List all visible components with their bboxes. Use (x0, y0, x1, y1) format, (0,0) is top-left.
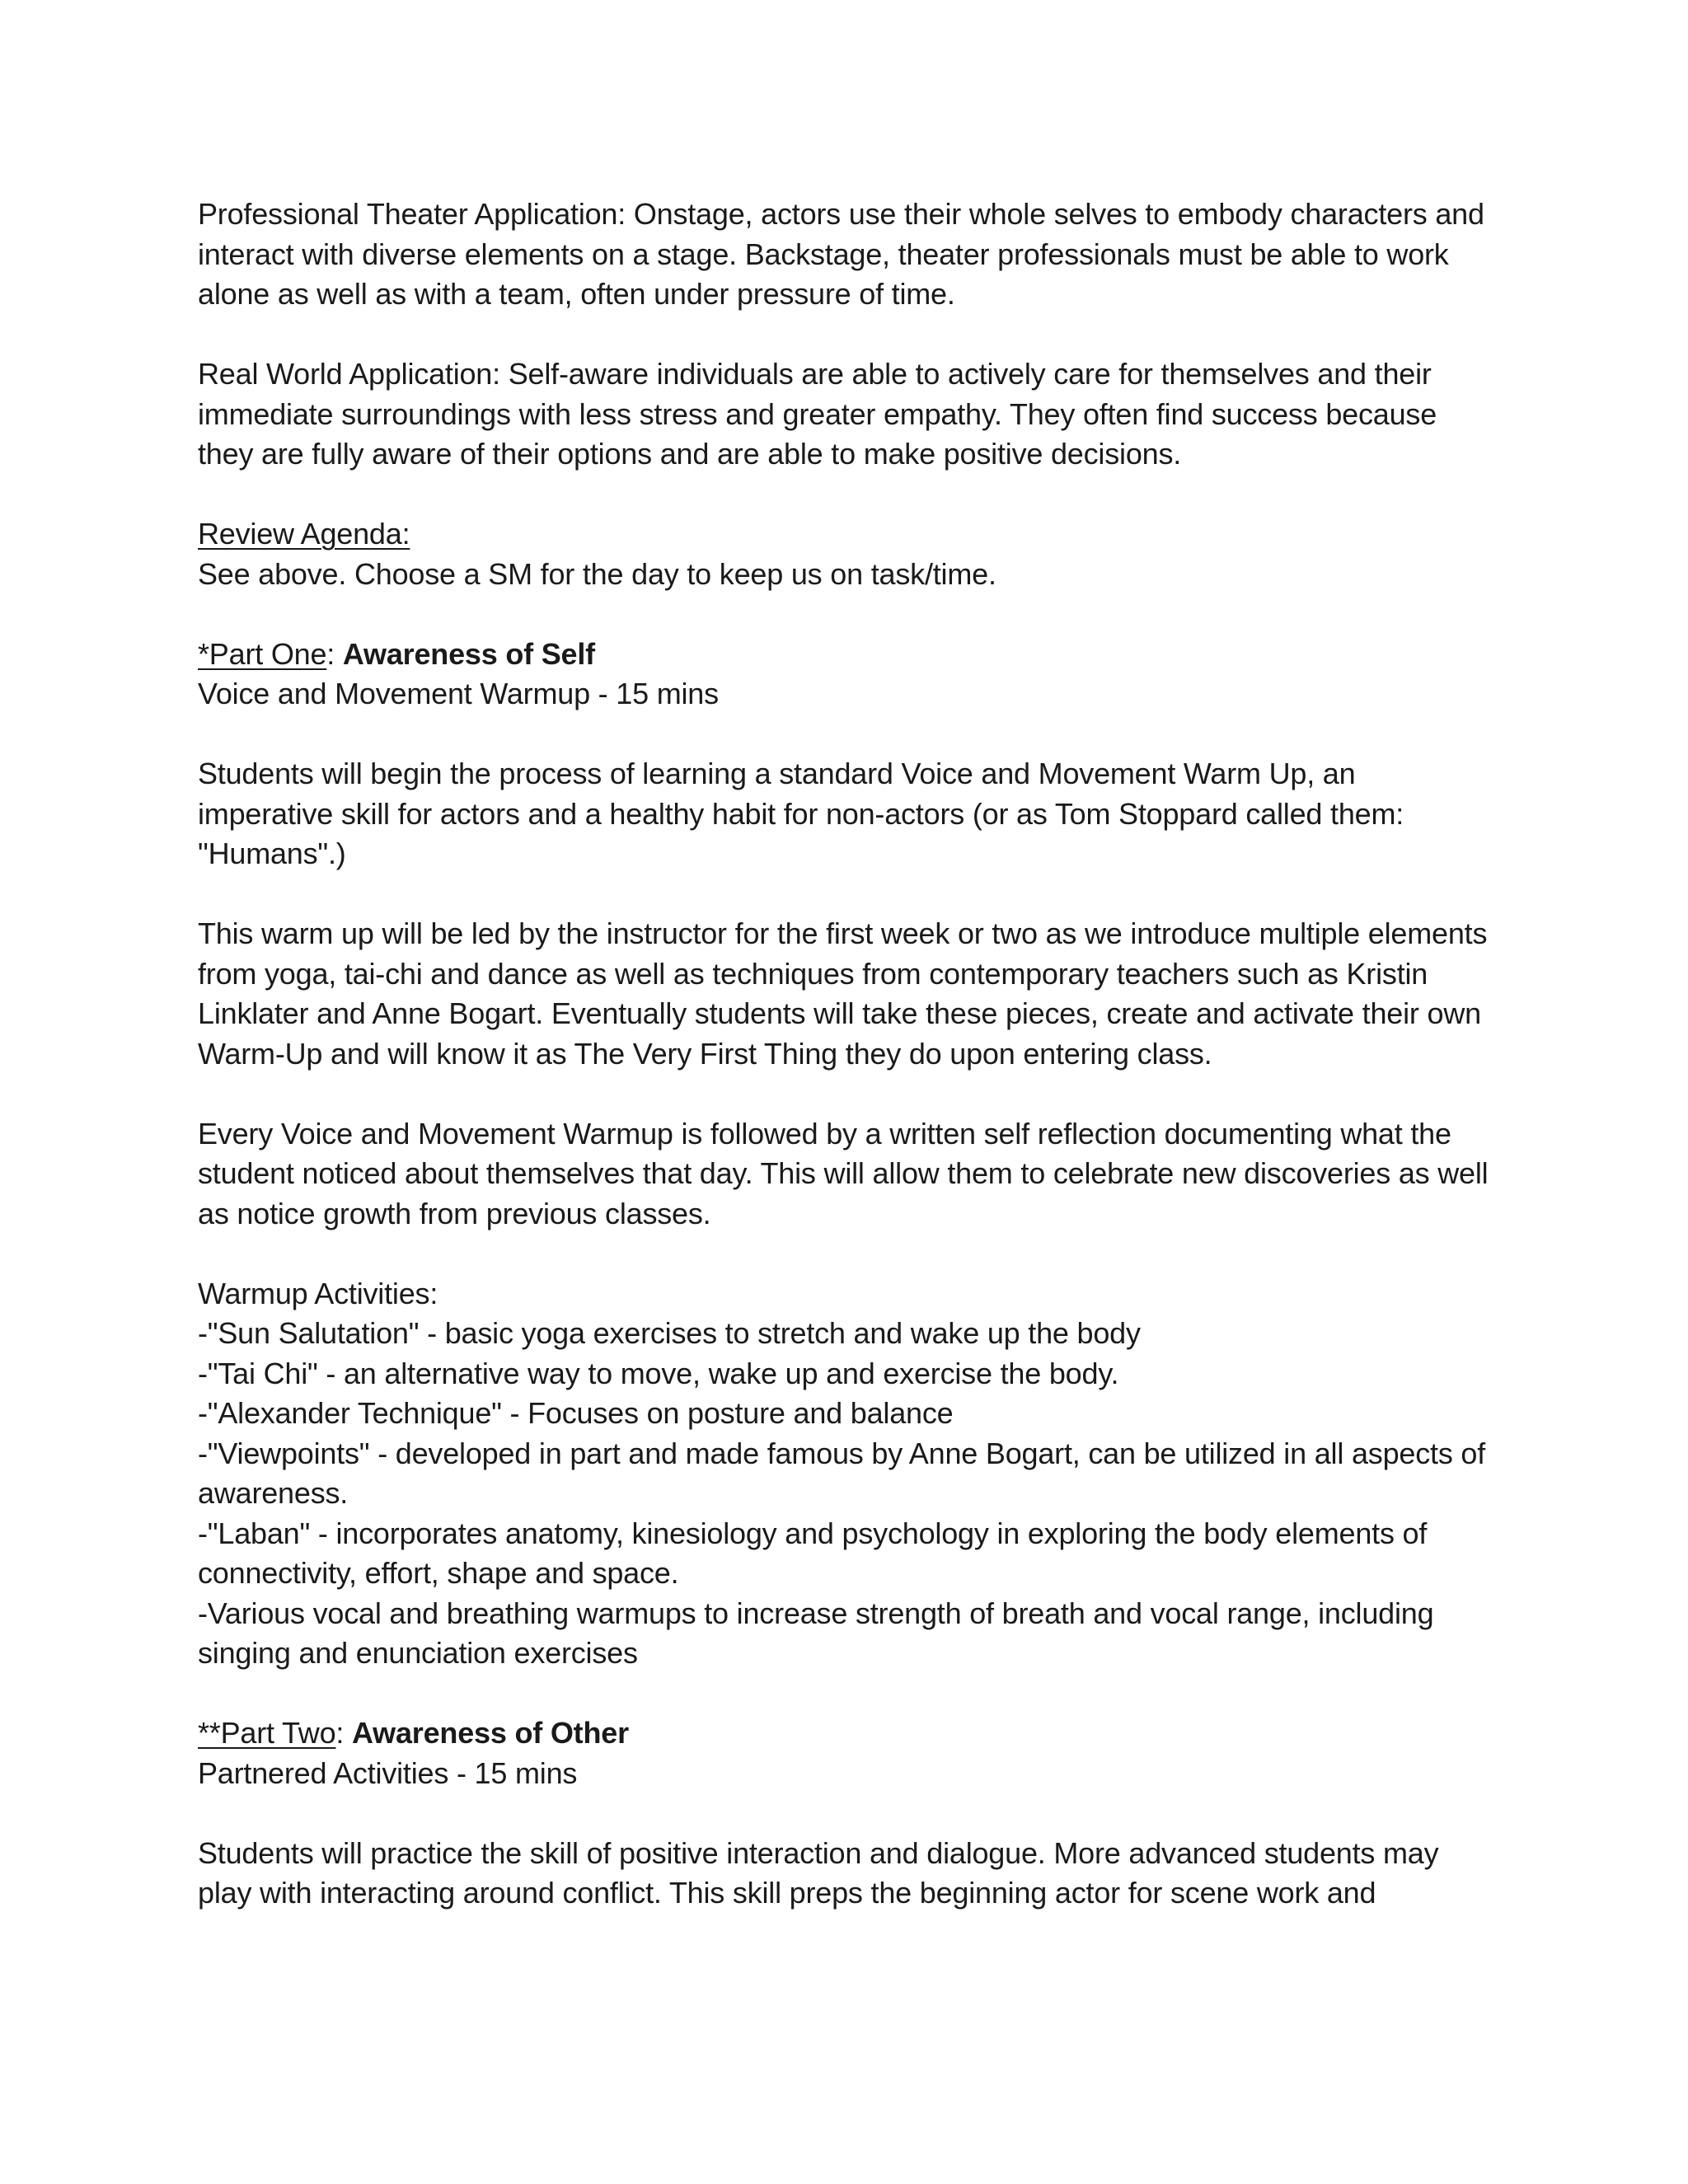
part-one-paragraph-3: Every Voice and Movement Warmup is followed by a written self reflection documenting what the student noticed about themselves that day. This will allow them to celebrate new discoveries as well as notice growth from previous classes. (198, 1116, 1489, 1230)
part-one-heading (198, 635, 1496, 675)
activity-item: -"Tai Chi" - an alternative way to move, wake up and exercise the body. (198, 1356, 1119, 1390)
professional-application-paragraph: Professional Theater Application: Onstage, actors use their whole selves to embody characters and interact with diverse elements on a stage. Backstage, theater professionals must be able to work alone as well as with a team, often under pressure of time. (198, 197, 1484, 311)
part-two-title: Awareness of Other (352, 1716, 629, 1750)
spacer (198, 715, 1496, 755)
part-one-subtitle: Voice and Movement Warmup - 15 mins (198, 677, 719, 710)
review-agenda-heading: Review Agenda: (198, 517, 410, 551)
activity-item: -Various vocal and breathing warmups to increase strength of breath and vocal range, including singing and enunciation exercises (198, 1596, 1434, 1670)
activity-item: -"Laban" - incorporates anatomy, kinesiology and psychology in exploring the body elements of connectivity, effort, shape and space. (198, 1516, 1428, 1590)
spacer (198, 594, 1496, 635)
document-body (198, 194, 1496, 1914)
activity-item: -"Sun Salutation" - basic yoga exercises to stretch and wake up the body (198, 1316, 1141, 1350)
spacer (198, 874, 1496, 915)
part-two-separator: : (335, 1716, 353, 1750)
spacer (198, 1793, 1496, 1834)
part-two-label: **Part Two (198, 1716, 336, 1750)
activity-item: -"Viewpoints" - developed in part and made famous by Anne Bogart, can be utilized in all aspects of awareness. (198, 1436, 1486, 1510)
part-one-label: *Part One (198, 636, 327, 671)
spacer (198, 315, 1496, 355)
activity-item: -"Alexander Technique" - Focuses on posture and balance (198, 1396, 954, 1430)
warmup-activities-heading: Warmup Activities: (198, 1276, 438, 1310)
part-one-paragraph-1: Students will begin the process of learning a standard Voice and Movement Warm Up, an imperative skill for actors and a healthy habit for non-actors (or as Tom Stoppard called them: "Humans".) (198, 757, 1404, 870)
spacer (198, 475, 1496, 515)
review-agenda-text: See above. Choose a SM for the day to keep us on task/time. (198, 556, 996, 591)
spacer (198, 1074, 1496, 1114)
part-two-subtitle: Partnered Activities - 15 mins (198, 1755, 578, 1790)
part-one-paragraph-2: This warm up will be led by the instructor for the first week or two as we introduce multiple elements from yoga, tai-chi and dance as well as techniques from contemporary teachers such as Kristin Linklater and Anne Bogart. Eventually students will take these pieces, create and activate their own Warm-Up and will know it as The Very First Thing they do upon entering class. (198, 916, 1488, 1071)
part-one-separator: : (326, 636, 343, 671)
part-two-paragraph-1: Students will practice the skill of positive interaction and dialogue. More advanced students may play with interacting around conflict. This skill preps the beginning actor for scene work and (198, 1835, 1439, 1910)
part-one-title: Awareness of Self (342, 636, 595, 671)
part-two-heading (198, 1713, 1496, 1754)
real-world-application-paragraph: Real World Application: Self-aware individuals are able to actively care for themselves and their immediate surroundings with less stress and greater empathy. They often find success because they are fully aware of their options and are able to make positive decisions. (198, 357, 1437, 471)
spacer (198, 1234, 1496, 1274)
spacer (198, 1674, 1496, 1714)
